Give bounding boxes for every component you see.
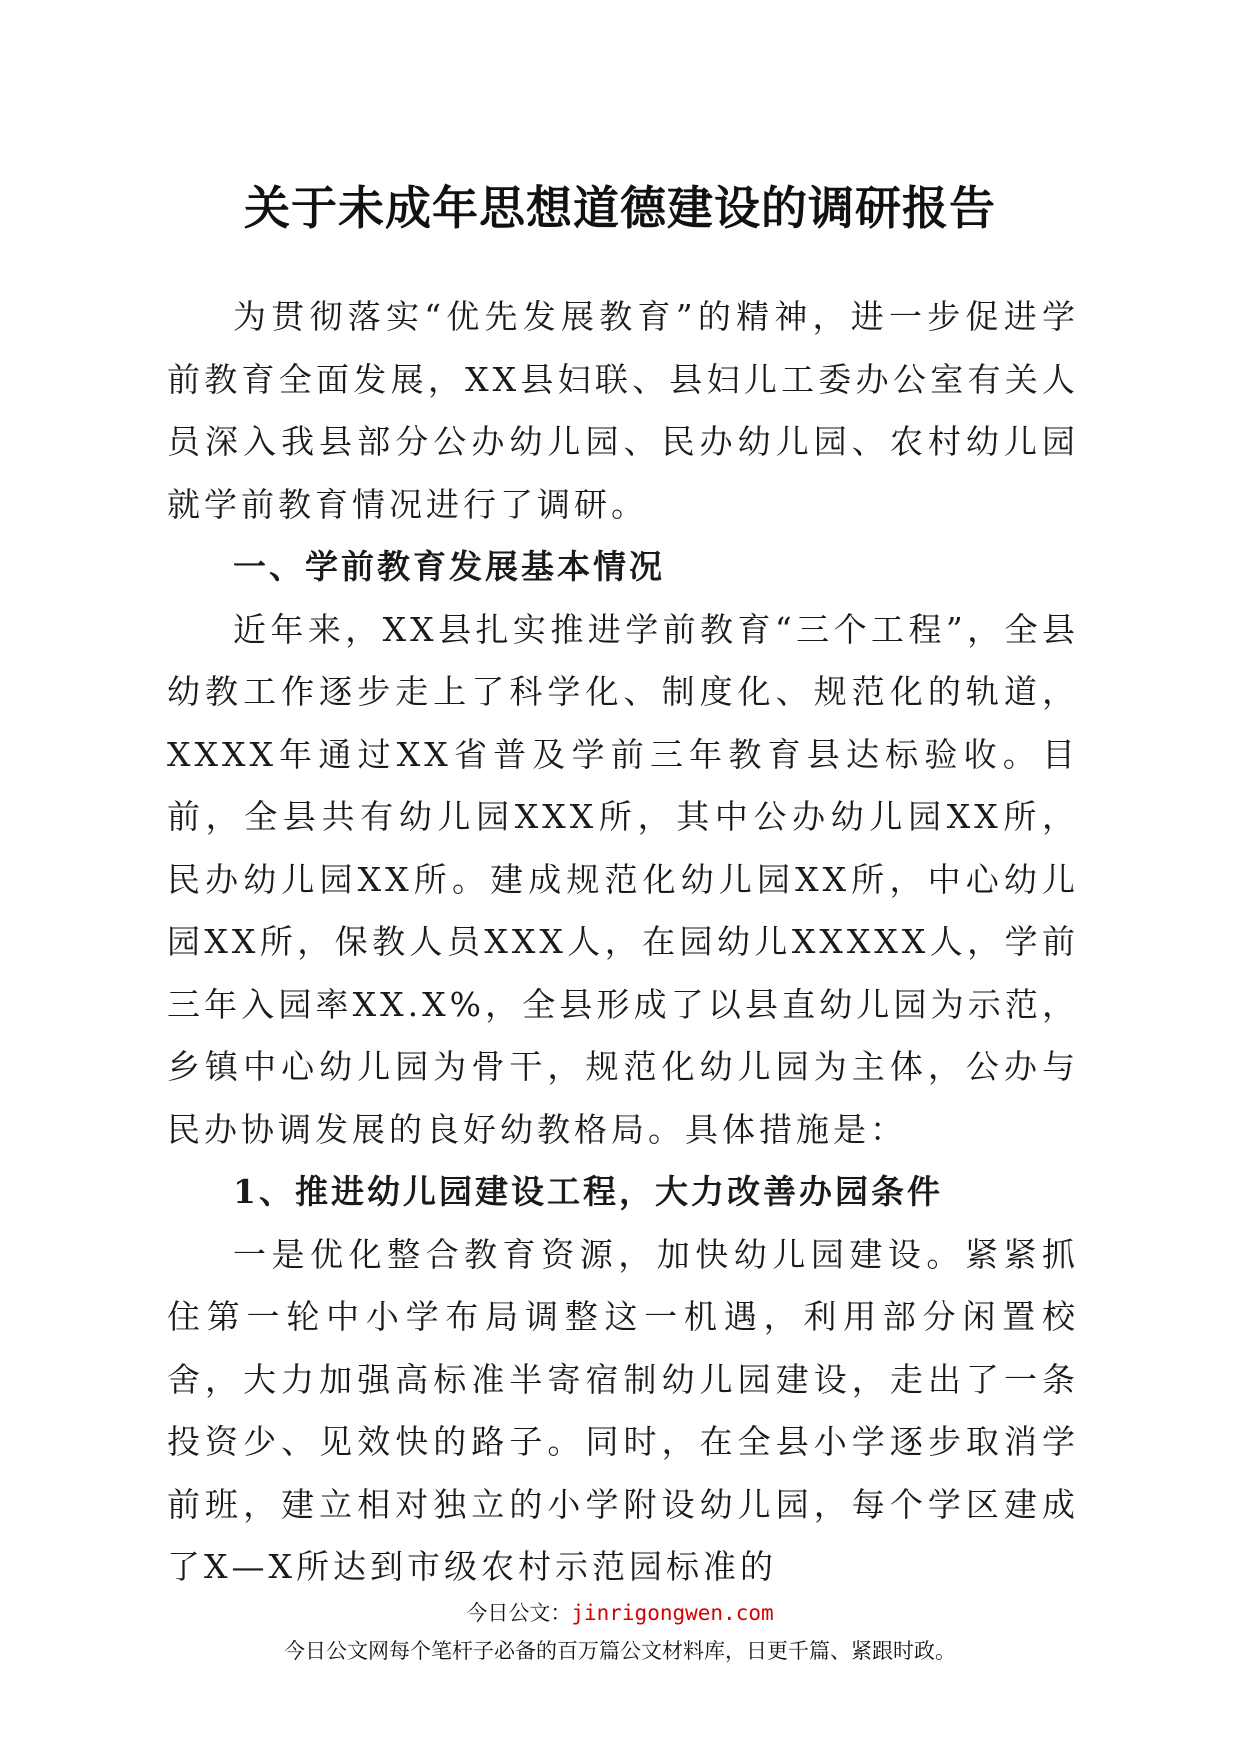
footer-label: 今日公文：: [466, 1601, 572, 1625]
subsection-heading-1: 1、推进幼儿园建设工程，大力改善办园条件: [233, 1172, 943, 1211]
document-body: [167, 286, 1079, 1599]
section-heading-1: 一、学前教育发展基本情况: [233, 547, 665, 586]
footer-source: [0, 1598, 1240, 1628]
document-title: 关于未成年思想道德建设的调研报告: [244, 181, 996, 235]
paragraph-intro: 为贯彻落实“优先发展教育”的精神，进一步促进学前教育全面发展，XX县妇联、县妇儿工委办公室有关人员深入我县部分公办幼儿园、民办幼儿园、农村幼儿园就学前教育情况进行了调研。: [167, 297, 1079, 524]
paragraph-measure-1: 一是优化整合教育资源，加快幼儿园建设。紧紧抓住第一轮中小学布局调整这一机遇，利用部分闲置校舍，大力加强高标准半寄宿制幼儿园建设，走出了一条投资少、见效快的路子。同时，在全县小学逐步取消学前班，建立相对独立的小学附设幼儿园，每个学区建成了X—X所达到市级农村示范园标准的: [167, 1234, 1079, 1586]
footer-site-link[interactable]: jinrigongwen.com: [571, 1601, 774, 1625]
paragraph-overview: 近年来，XX县扎实推进学前教育“三个工程”，全县幼教工作逐步走上了科学化、制度化、规范化的轨道，XXXX年通过XX省普及学前三年教育县达标验收。目前，全县共有幼儿园XXX所，其中公办幼儿园XX所，民办幼儿园XX所。建成规范化幼儿园XX所，中心幼儿园XX所，保教人员XXX人，在园幼儿XXXXX人，学前三年入园率XX.X%，全县形成了以县直幼儿园为示范，乡镇中心幼儿园为骨干，规范化幼儿园为主体，公办与民办协调发展的良好幼教格局。具体措施是：: [167, 609, 1079, 1149]
footer-slogan: 今日公文网每个笔杆子必备的百万篇公文材料库，日更千篇、紧跟时政。: [284, 1639, 956, 1663]
